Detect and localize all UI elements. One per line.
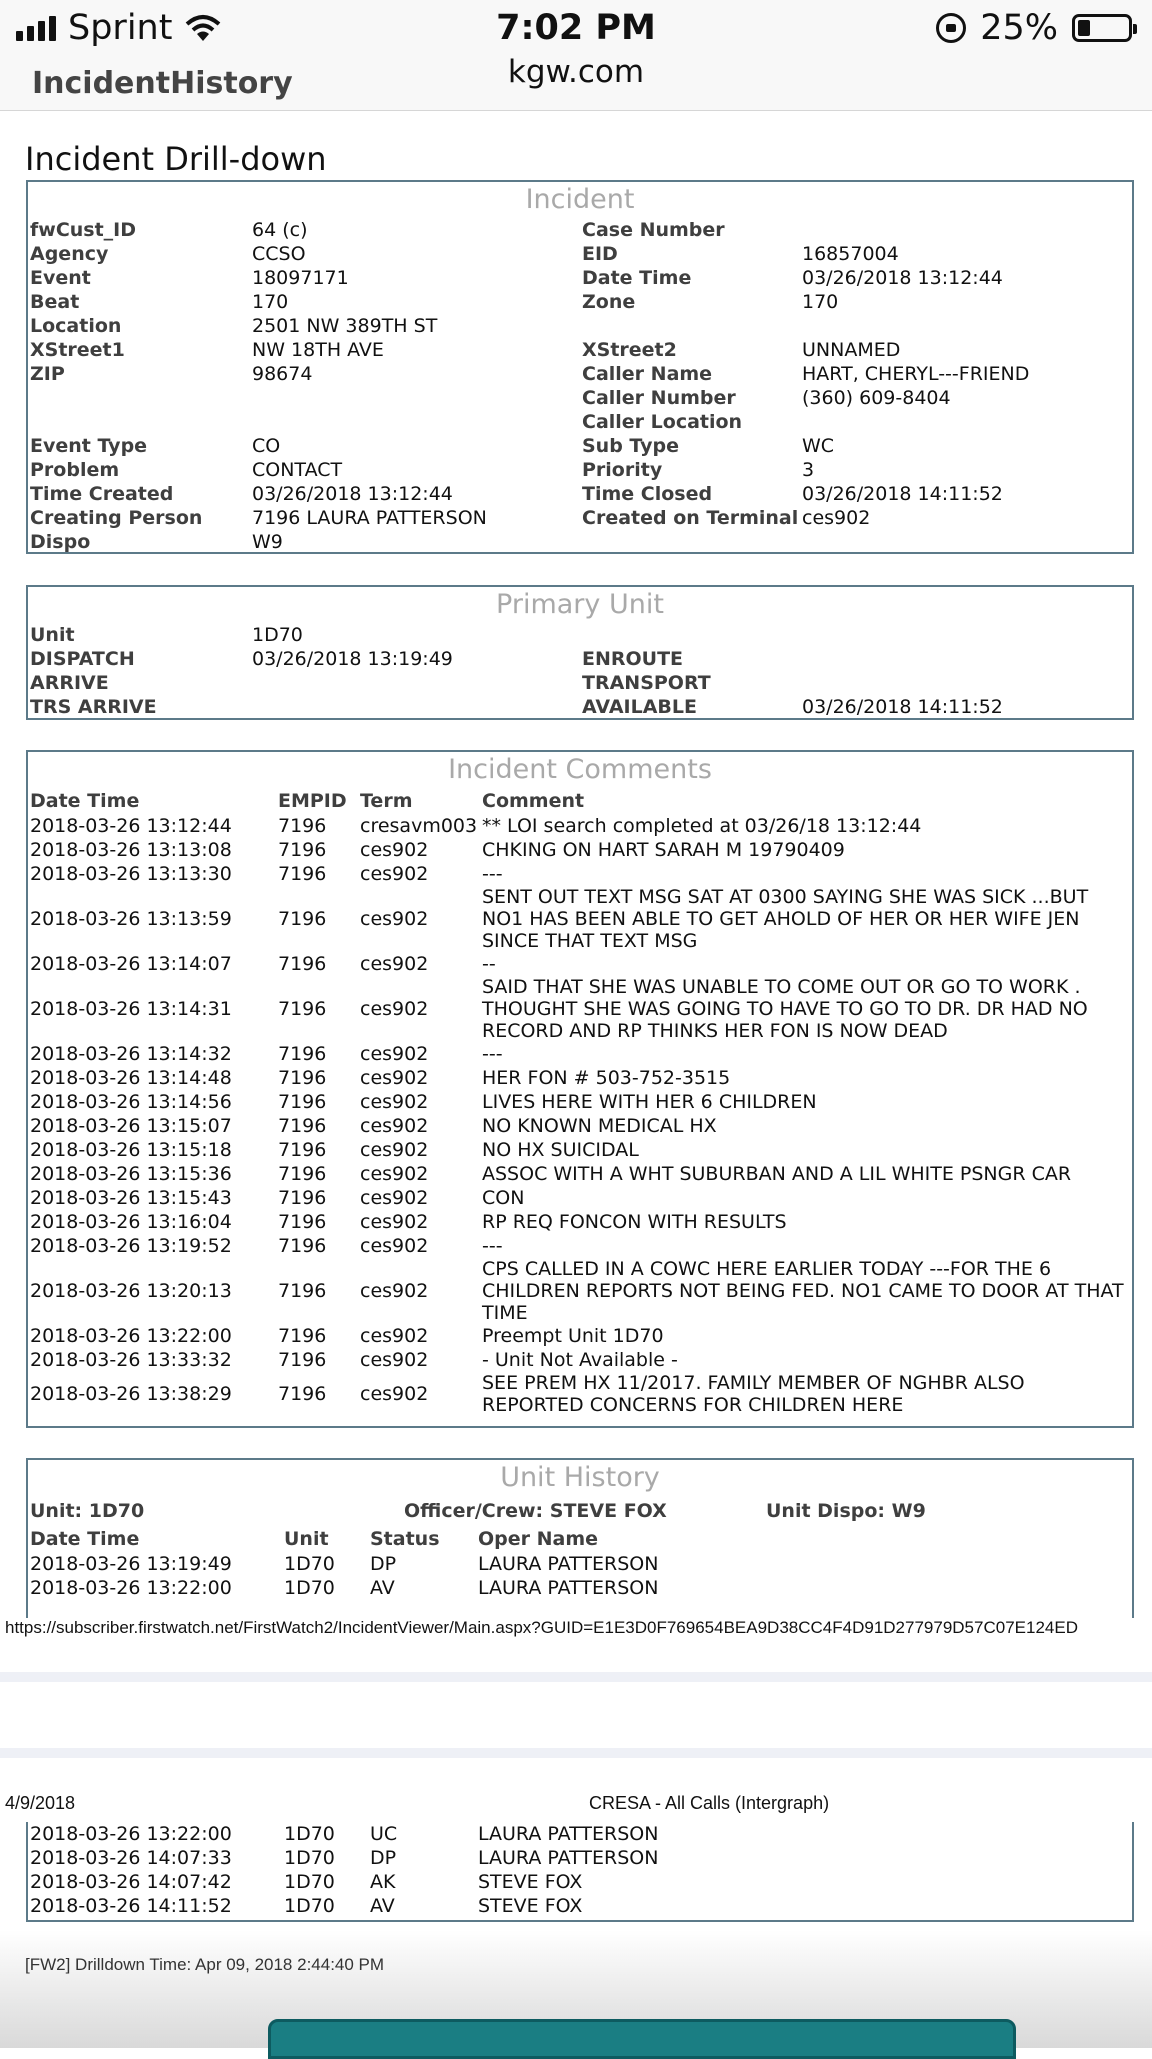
table-row [28,1066,1132,1090]
comment-date-time: 2018-03-26 13:22:00 [30,1325,232,1347]
carrier-name: Sprint [68,8,173,48]
comments-heading: Incident Comments [448,754,712,785]
primary-unit-row: ARRIVE TRANSPORT [30,672,711,694]
incident-row: Agency CCSO EID 16857004 [30,243,899,265]
comment-emp: 7196 [278,863,327,885]
comment-comment: --- [482,1043,503,1065]
comment-comment: -- [482,953,496,975]
comment-date-time: 2018-03-26 13:13:59 [30,908,232,930]
table-row [28,1210,1132,1234]
comment-comment: ASSOC WITH A WHT SUBURBAN AND A LIL WHITE PSNGR CAR [482,1163,1072,1185]
comment-date-time: 2018-03-26 13:14:32 [30,1043,232,1065]
comment-term: ces902 [360,1211,429,1233]
table-row [28,976,1132,1042]
comment-emp: 7196 [278,1115,327,1137]
comment-emp: 7196 [278,998,327,1020]
comment-date-time: 2018-03-26 13:19:52 [30,1235,232,1257]
comment-emp: 7196 [278,1139,327,1161]
table-row [28,1348,1132,1372]
page-break-band [0,1672,1152,1682]
comment-comment: HER FON # 503-752-3515 [482,1067,731,1089]
primary-unit-row: Unit 1D70 [30,624,303,646]
incident-comments-panel [26,750,1134,1428]
table-row [28,1186,1132,1210]
comment-emp: 7196 [278,1235,327,1257]
comment-emp: 7196 [278,908,327,930]
comment-emp: 7196 [278,953,327,975]
comment-term: ces902 [360,1383,429,1405]
comment-date-time: 2018-03-26 13:14:07 [30,953,232,975]
incident-row: Caller Location [582,411,743,433]
table-row [28,1258,1132,1324]
orientation-lock-icon [936,13,966,43]
incident-heading: Incident [525,184,635,215]
table-row [28,862,1132,886]
comment-date-time: 2018-03-26 13:14:56 [30,1091,232,1113]
comment-term: ces902 [360,1187,429,1209]
comment-emp: 7196 [278,1211,327,1233]
table-row: 2018-03-26 14:07:42 1D70 AK STEVE FOX [30,1871,583,1893]
unit-history-panel [26,1458,1134,1618]
address-url[interactable]: kgw.com [507,54,645,90]
comment-emp: 7196 [278,1067,327,1089]
table-row [28,1372,1132,1416]
comment-comment: SAID THAT SHE WAS UNABLE TO COME OUT OR GO TO WORK . THOUGHT SHE WAS GOING TO HAVE TO GO TO DR. DR HAD NO RECORD AND RP THINKS HER FON IS NOW DEAD [482,976,1088,1042]
primary-unit-heading: Primary Unit [496,589,664,620]
comment-comment: - Unit Not Available - [482,1349,678,1371]
print-date: 4/9/2018 [5,1793,76,1813]
comment-emp: 7196 [278,1280,327,1302]
comment-date-time: 2018-03-26 13:16:04 [30,1211,232,1233]
cut-off-title: IncidentHistory [32,66,293,101]
table-row: 2018-03-26 13:22:00 1D70 AV LAURA PATTERSON [30,1577,659,1599]
comment-term: ces902 [360,1043,429,1065]
comment-date-time: 2018-03-26 13:15:18 [30,1139,232,1161]
comment-date-time: 2018-03-26 13:14:31 [30,998,232,1020]
unit-history-header: Date Time Unit Status Oper Name [30,1528,599,1550]
comment-date-time: 2018-03-26 13:33:32 [30,1349,232,1371]
comment-date-time: 2018-03-26 13:15:36 [30,1163,232,1185]
table-row [28,952,1132,976]
comment-emp: 7196 [278,1163,327,1185]
comments-header: Date Time EMPID Term Comment [30,790,585,812]
status-right [936,8,1132,48]
comment-term: ces902 [360,863,429,885]
comment-date-time: 2018-03-26 13:15:07 [30,1115,232,1137]
battery-percent: 25% [980,8,1058,48]
comment-emp: 7196 [278,1091,327,1113]
comment-comment: --- [482,863,503,885]
comment-comment: ** LOI search completed at 03/26/18 13:12:44 [482,815,922,837]
comment-date-time: 2018-03-26 13:12:44 [30,815,232,837]
comment-date-time: 2018-03-26 13:14:48 [30,1067,232,1089]
comment-term: ces902 [360,1280,429,1302]
comment-term: ces902 [360,998,429,1020]
comment-comment: --- [482,1235,503,1257]
incident-row: fwCust_ID 64 (c) Case Number [30,219,725,241]
comment-date-time: 2018-03-26 13:13:30 [30,863,232,885]
unit-history-summary [28,1496,1132,1526]
unit-history-unit: Unit: 1D70 [30,1500,145,1522]
comment-comment: SENT OUT TEXT MSG SAT AT 0300 SAYING SHE WAS SICK ...BUT NO1 HAS BEEN ABLE TO GET AHOLD OF HER OR HER WIFE JEN SINCE THAT TEXT MSG [482,886,1089,952]
incident-row: ZIP 98674 Caller Name HART, CHERYL---FRIEND [30,363,1030,385]
comment-emp: 7196 [278,1187,327,1209]
comments-body [28,814,1132,1416]
clock: 7:02 PM [496,8,656,48]
comment-term: ces902 [360,1325,429,1347]
comment-emp: 7196 [278,1383,327,1405]
incident-row: Dispo W9 [30,531,283,553]
table-row [28,1138,1132,1162]
comment-term: ces902 [360,1349,429,1371]
table-row [28,1114,1132,1138]
primary-unit-grid [28,623,1132,719]
unit-history-officer: Officer/Crew: STEVE FOX [404,1500,667,1522]
comment-comment: NO KNOWN MEDICAL HX [482,1115,717,1137]
comment-emp: 7196 [278,1325,327,1347]
comment-term: ces902 [360,1139,429,1161]
primary-unit-row: TRS ARRIVE AVAILABLE 03/26/2018 14:11:52 [30,696,1003,718]
unit-history-continued [26,1822,1134,1922]
incident-grid [28,218,1132,554]
incident-panel [26,180,1134,554]
table-row [28,1324,1132,1348]
incident-row: Location 2501 NW 389TH ST [30,315,438,337]
primary-unit-panel [26,585,1134,720]
page-title: Incident Drill-down [25,140,327,178]
comment-comment: CHKING ON HART SARAH M 19790409 [482,839,845,861]
comment-comment: RP REQ FONCON WITH RESULTS [482,1211,787,1233]
comment-comment: NO HX SUICIDAL [482,1139,639,1161]
table-row: 2018-03-26 13:19:49 1D70 DP LAURA PATTERSON [30,1553,659,1575]
comment-comment: SEE PREM HX 11/2017. FAMILY MEMBER OF NGHBR ALSO REPORTED CONCERNS FOR CHILDREN HERE [482,1372,1025,1416]
comment-date-time: 2018-03-26 13:38:29 [30,1383,232,1405]
table-row: 2018-03-26 14:07:33 1D70 DP LAURA PATTERSON [30,1847,659,1869]
comment-comment: LIVES HERE WITH HER 6 CHILDREN [482,1091,817,1113]
comment-term: ces902 [360,1091,429,1113]
comment-term: ces902 [360,908,429,930]
incident-row: XStreet1 NW 18TH AVE XStreet2 UNNAMED [30,339,901,361]
incident-row: Time Created 03/26/2018 13:12:44 Time Closed 03/26/2018 14:11:52 [30,483,1003,505]
comment-comment: CPS CALLED IN A COWC HERE EARLIER TODAY ---FOR THE 6 CHILDREN REPORTS NOT BEING FED. NO1 CAME TO DOOR AT THAT TIME [482,1258,1124,1324]
drilldown-time: [FW2] Drilldown Time: Apr 09, 2018 2:44:40 PM [25,1955,385,1974]
table-row [28,814,1132,838]
comment-emp: 7196 [278,1349,327,1371]
table-row [28,1162,1132,1186]
comment-term: cresavm003 [360,815,478,837]
comment-term: ces902 [360,1235,429,1257]
incident-row: Beat 170 Zone 170 [30,291,839,313]
table-row [28,1090,1132,1114]
unit-history-heading: Unit History [500,1462,660,1493]
comment-date-time: 2018-03-26 13:15:43 [30,1187,232,1209]
table-row: 2018-03-26 13:22:00 1D70 UC LAURA PATTERSON [30,1823,659,1845]
table-row: 2018-03-26 14:11:52 1D70 AV STEVE FOX [30,1895,583,1917]
comment-term: ces902 [360,1067,429,1089]
comment-term: ces902 [360,1115,429,1137]
unit-history-dispo: Unit Dispo: W9 [766,1500,926,1522]
incident-row: Creating Person 7196 LAURA PATTERSON Created on Terminal ces902 [30,507,871,529]
comment-emp: 7196 [278,1043,327,1065]
page-break-band [0,1748,1152,1758]
table-row [28,1234,1132,1258]
comment-term: ces902 [360,953,429,975]
comment-emp: 7196 [278,815,327,837]
table-row [28,886,1132,952]
comment-date-time: 2018-03-26 13:20:13 [30,1280,232,1302]
comment-comment: CON [482,1187,525,1209]
incident-row: Event 18097171 Date Time 03/26/2018 13:12:44 [30,267,1003,289]
comment-date-time: 2018-03-26 13:13:08 [30,839,232,861]
comment-emp: 7196 [278,839,327,861]
battery-icon [1072,14,1132,42]
print-url[interactable]: https://subscriber.firstwatch.net/FirstWatch2/IncidentViewer/Main.aspx?GUID=E1E3D0F769654BEA9D38CC4F4D91D277979D57C07E124ED [5,1618,1078,1637]
incident-row: Event Type CO Sub Type WC [30,435,835,457]
comment-term: ces902 [360,839,429,861]
incident-row: Caller Number (360) 609-8404 [582,387,951,409]
incident-row: Problem CONTACT Priority 3 [30,459,815,481]
comment-comment: Preempt Unit 1D70 [482,1325,664,1347]
table-row [28,838,1132,862]
table-row [28,1042,1132,1066]
primary-unit-row: DISPATCH 03/26/2018 13:19:49 ENROUTE [30,648,684,670]
print-title: CRESA - All Calls (Intergraph) [589,1793,830,1813]
action-button[interactable] [268,2019,1016,2059]
comment-term: ces902 [360,1163,429,1185]
